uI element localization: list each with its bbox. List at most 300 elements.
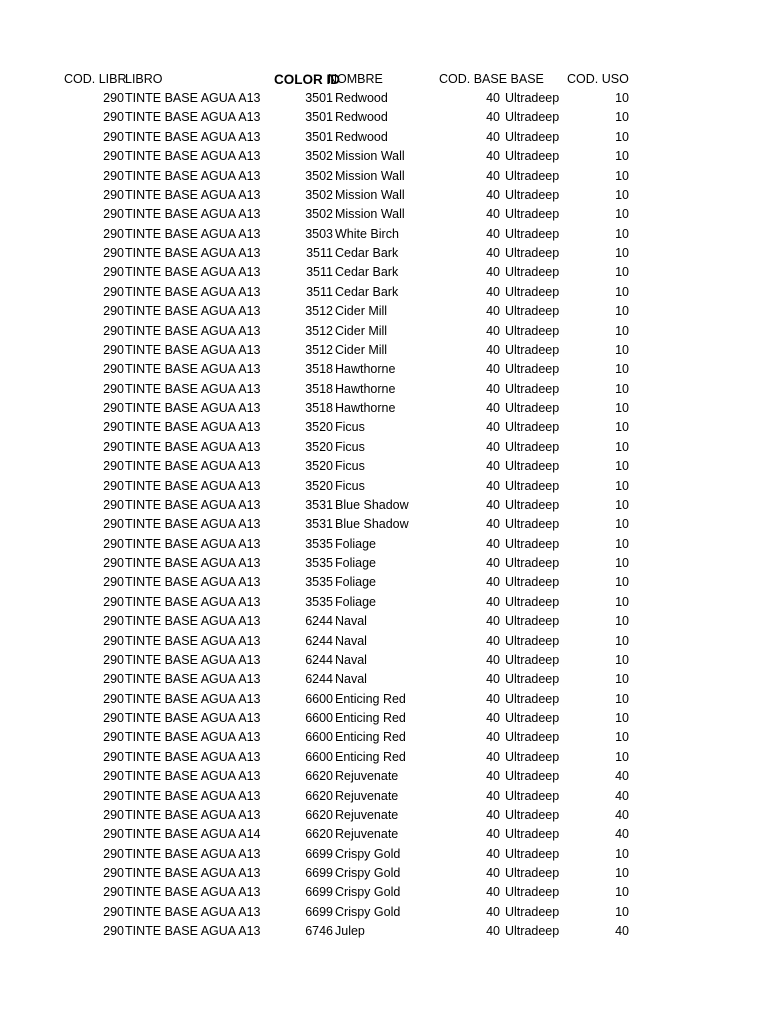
- cell-base-code: 40: [486, 478, 500, 493]
- cell-base: Ultradeep: [505, 420, 560, 435]
- cell-base: Ultradeep: [505, 885, 560, 900]
- cell-base-code: 40: [486, 362, 500, 377]
- cell-nombre: Rejuvenate: [335, 807, 399, 822]
- cell-base-code: 40: [486, 691, 500, 706]
- cell-cod-uso: 10: [615, 711, 629, 725]
- cell-cod-libr: 290: [103, 807, 124, 822]
- cell-cod-libr: 290: [103, 885, 124, 900]
- cell-nombre: Cedar Bark: [335, 284, 399, 299]
- cell-cod-libr: 290: [103, 246, 124, 260]
- cell-color-id: 6600: [305, 691, 333, 706]
- cell-color-id: 3501: [305, 110, 333, 125]
- cell-cod-uso: 10: [615, 323, 629, 338]
- cell-libro: TINTE BASE AGUA A13: [125, 517, 261, 532]
- table-row: [0, 883, 768, 902]
- cell-libro: TINTE BASE AGUA A13: [125, 168, 261, 183]
- cell-cod-libr: 290: [103, 129, 124, 144]
- table-row: [0, 302, 768, 321]
- cell-libro: TINTE BASE AGUA A13: [125, 439, 261, 454]
- table-row: [0, 283, 768, 302]
- cell-cod-libr: 290: [103, 168, 124, 183]
- cell-base-code: 40: [486, 536, 500, 551]
- cell-nombre: White Birch: [335, 226, 399, 241]
- cell-libro: TINTE BASE AGUA A13: [125, 866, 261, 880]
- cell-nombre: Enticing Red: [335, 691, 406, 706]
- cell-color-id: 3520: [305, 478, 333, 493]
- header-nombre: NOMBRE: [328, 72, 383, 86]
- table-row: [0, 535, 768, 554]
- cell-color-id: 3501: [305, 129, 333, 144]
- cell-base-code: 40: [486, 711, 500, 725]
- cell-cod-uso: 10: [615, 110, 629, 125]
- cell-base: Ultradeep: [505, 459, 560, 474]
- header-cod-base-base: COD. BASE BASE: [439, 72, 544, 86]
- cell-cod-uso: 10: [615, 304, 629, 319]
- cell-cod-uso: 10: [615, 168, 629, 183]
- cell-nombre: Redwood: [335, 110, 388, 125]
- cell-nombre: Mission Wall: [335, 168, 405, 183]
- cell-base: Ultradeep: [505, 749, 560, 764]
- cell-color-id: 3520: [305, 459, 333, 474]
- cell-base-code: 40: [486, 614, 500, 629]
- cell-base-code: 40: [486, 633, 500, 648]
- cell-cod-uso: 10: [615, 342, 629, 357]
- cell-cod-libr: 290: [103, 691, 124, 706]
- cell-cod-uso: 10: [615, 246, 629, 260]
- cell-cod-uso: 10: [615, 362, 629, 377]
- cell-base: Ultradeep: [505, 691, 560, 706]
- cell-color-id: 3512: [305, 304, 333, 319]
- cell-libro: TINTE BASE AGUA A13: [125, 129, 261, 144]
- cell-base-code: 40: [486, 110, 500, 125]
- cell-base: Ultradeep: [505, 187, 560, 202]
- table-row: [0, 457, 768, 476]
- cell-cod-libr: 290: [103, 265, 124, 280]
- table-row: [0, 612, 768, 631]
- cell-color-id: 3512: [305, 342, 333, 357]
- table-row: [0, 554, 768, 573]
- cell-libro: TINTE BASE AGUA A13: [125, 91, 261, 105]
- table-row: [0, 593, 768, 612]
- cell-base: Ultradeep: [505, 91, 560, 105]
- cell-base: Ultradeep: [505, 207, 560, 222]
- cell-nombre: Hawthorne: [335, 401, 396, 415]
- table-row: [0, 670, 768, 689]
- table-row: [0, 263, 768, 282]
- cell-nombre: Ficus: [335, 459, 365, 474]
- table-row: [0, 418, 768, 437]
- cell-base: Ultradeep: [505, 536, 560, 551]
- cell-base: Ultradeep: [505, 807, 560, 822]
- cell-cod-uso: 10: [615, 401, 629, 415]
- cell-cod-uso: 10: [615, 265, 629, 280]
- cell-cod-libr: 290: [103, 439, 124, 454]
- cell-base-code: 40: [486, 885, 500, 900]
- table-row: [0, 477, 768, 496]
- cell-base: Ultradeep: [505, 284, 560, 299]
- cell-cod-uso: 10: [615, 614, 629, 629]
- cell-base-code: 40: [486, 497, 500, 512]
- cell-libro: TINTE BASE AGUA A14: [125, 827, 261, 842]
- cell-color-id: 6620: [305, 769, 333, 784]
- cell-libro: TINTE BASE AGUA A13: [125, 730, 261, 745]
- table-row: [0, 205, 768, 224]
- cell-cod-uso: 10: [615, 478, 629, 493]
- cell-libro: TINTE BASE AGUA A13: [125, 672, 261, 687]
- cell-color-id: 6620: [305, 827, 333, 842]
- cell-libro: TINTE BASE AGUA A13: [125, 362, 261, 377]
- cell-base: Ultradeep: [505, 846, 560, 861]
- cell-cod-libr: 290: [103, 556, 124, 570]
- cell-libro: TINTE BASE AGUA A13: [125, 207, 261, 222]
- cell-color-id: 6746: [305, 924, 333, 939]
- cell-cod-libr: 290: [103, 207, 124, 222]
- cell-base: Ultradeep: [505, 866, 560, 880]
- cell-cod-libr: 290: [103, 827, 124, 842]
- table-row: [0, 825, 768, 844]
- table-row: [0, 515, 768, 534]
- cell-color-id: 3511: [306, 284, 333, 299]
- cell-nombre: Cider Mill: [335, 323, 388, 338]
- cell-nombre: Rejuvenate: [335, 827, 399, 842]
- cell-base-code: 40: [486, 517, 500, 532]
- cell-cod-uso: 10: [615, 885, 629, 900]
- cell-cod-uso: 10: [615, 536, 629, 551]
- cell-libro: TINTE BASE AGUA A13: [125, 497, 261, 512]
- cell-color-id: 3502: [305, 149, 333, 164]
- table-row: [0, 225, 768, 244]
- cell-nombre: Redwood: [335, 91, 388, 105]
- cell-cod-libr: 290: [103, 614, 124, 629]
- cell-nombre: Crispy Gold: [335, 904, 401, 919]
- cell-cod-uso: 10: [615, 633, 629, 648]
- cell-base-code: 40: [486, 652, 500, 667]
- cell-cod-uso: 10: [615, 866, 629, 880]
- cell-base-code: 40: [486, 226, 500, 241]
- cell-cod-uso: 10: [615, 594, 629, 609]
- cell-base-code: 40: [486, 459, 500, 474]
- cell-base: Ultradeep: [505, 517, 560, 532]
- table-row: [0, 147, 768, 166]
- cell-libro: TINTE BASE AGUA A13: [125, 594, 261, 609]
- cell-libro: TINTE BASE AGUA A13: [125, 459, 261, 474]
- cell-nombre: Ficus: [335, 420, 365, 435]
- table-row: [0, 806, 768, 825]
- cell-cod-libr: 290: [103, 187, 124, 202]
- table-row: [0, 322, 768, 341]
- cell-color-id: 6699: [305, 885, 333, 900]
- table-row: [0, 845, 768, 864]
- cell-cod-libr: 290: [103, 149, 124, 164]
- cell-base: Ultradeep: [505, 594, 560, 609]
- cell-nombre: Ficus: [335, 478, 365, 493]
- cell-nombre: Mission Wall: [335, 149, 405, 164]
- cell-libro: TINTE BASE AGUA A13: [125, 478, 261, 493]
- cell-nombre: Naval: [335, 633, 367, 648]
- cell-cod-uso: 10: [615, 459, 629, 474]
- cell-color-id: 6244: [305, 672, 333, 687]
- cell-cod-libr: 290: [103, 788, 124, 803]
- cell-nombre: Enticing Red: [335, 711, 406, 725]
- cell-nombre: Naval: [335, 672, 367, 687]
- header-cod-libr: COD. LIBR: [64, 72, 127, 86]
- cell-libro: TINTE BASE AGUA A13: [125, 110, 261, 125]
- cell-cod-uso: 40: [615, 827, 629, 842]
- cell-base: Ultradeep: [505, 168, 560, 183]
- cell-cod-uso: 40: [615, 788, 629, 803]
- cell-base-code: 40: [486, 401, 500, 415]
- cell-cod-uso: 10: [615, 904, 629, 919]
- cell-base-code: 40: [486, 556, 500, 570]
- cell-nombre: Hawthorne: [335, 381, 396, 396]
- table-row: [0, 573, 768, 592]
- cell-base: Ultradeep: [505, 788, 560, 803]
- cell-base: Ultradeep: [505, 478, 560, 493]
- cell-color-id: 6620: [305, 807, 333, 822]
- cell-base: Ultradeep: [505, 633, 560, 648]
- header-color-id: COLOR ID: [274, 72, 340, 87]
- cell-libro: TINTE BASE AGUA A13: [125, 187, 261, 202]
- cell-base-code: 40: [486, 129, 500, 144]
- cell-color-id: 3502: [305, 168, 333, 183]
- cell-color-id: 6244: [305, 652, 333, 667]
- cell-color-id: 6600: [305, 730, 333, 745]
- cell-libro: TINTE BASE AGUA A13: [125, 652, 261, 667]
- cell-base-code: 40: [486, 730, 500, 745]
- cell-color-id: 3511: [306, 265, 333, 280]
- cell-base-code: 40: [486, 924, 500, 939]
- cell-libro: TINTE BASE AGUA A13: [125, 807, 261, 822]
- cell-cod-uso: 10: [615, 187, 629, 202]
- header-row: [0, 70, 768, 89]
- cell-color-id: 3535: [305, 536, 333, 551]
- cell-nombre: Foliage: [335, 575, 376, 590]
- cell-cod-uso: 10: [615, 207, 629, 222]
- cell-base-code: 40: [486, 265, 500, 280]
- cell-base: Ultradeep: [505, 323, 560, 338]
- cell-nombre: Ficus: [335, 439, 365, 454]
- cell-base: Ultradeep: [505, 904, 560, 919]
- cell-nombre: Cedar Bark: [335, 246, 399, 260]
- cell-libro: TINTE BASE AGUA A13: [125, 846, 261, 861]
- cell-cod-uso: 10: [615, 556, 629, 570]
- cell-color-id: 6600: [305, 749, 333, 764]
- cell-libro: TINTE BASE AGUA A13: [125, 304, 261, 319]
- table-row: [0, 748, 768, 767]
- cell-base: Ultradeep: [505, 342, 560, 357]
- table-row: [0, 244, 768, 263]
- cell-libro: TINTE BASE AGUA A13: [125, 691, 261, 706]
- cell-cod-uso: 10: [615, 381, 629, 396]
- cell-cod-libr: 290: [103, 497, 124, 512]
- cell-nombre: Naval: [335, 652, 367, 667]
- cell-nombre: Rejuvenate: [335, 788, 399, 803]
- cell-cod-uso: 10: [615, 91, 629, 105]
- cell-base: Ultradeep: [505, 575, 560, 590]
- cell-cod-libr: 290: [103, 91, 124, 105]
- table-row: [0, 787, 768, 806]
- cell-cod-libr: 290: [103, 711, 124, 725]
- cell-libro: TINTE BASE AGUA A13: [125, 342, 261, 357]
- cell-base: Ultradeep: [505, 711, 560, 725]
- cell-base-code: 40: [486, 594, 500, 609]
- table-row: [0, 632, 768, 651]
- cell-nombre: Mission Wall: [335, 207, 405, 222]
- cell-base-code: 40: [486, 168, 500, 183]
- table-row: [0, 399, 768, 418]
- cell-nombre: Cider Mill: [335, 342, 388, 357]
- cell-base: Ultradeep: [505, 827, 560, 842]
- cell-color-id: 3518: [305, 362, 333, 377]
- cell-cod-uso: 10: [615, 575, 629, 590]
- cell-cod-libr: 290: [103, 652, 124, 667]
- cell-nombre: Naval: [335, 614, 367, 629]
- cell-libro: TINTE BASE AGUA A13: [125, 323, 261, 338]
- cell-color-id: 3501: [305, 91, 333, 105]
- cell-base-code: 40: [486, 866, 500, 880]
- cell-libro: TINTE BASE AGUA A13: [125, 788, 261, 803]
- table-row: [0, 767, 768, 786]
- cell-base-code: 40: [486, 420, 500, 435]
- cell-base: Ultradeep: [505, 304, 560, 319]
- cell-cod-libr: 290: [103, 381, 124, 396]
- cell-libro: TINTE BASE AGUA A13: [125, 885, 261, 900]
- cell-base-code: 40: [486, 769, 500, 784]
- cell-libro: TINTE BASE AGUA A13: [125, 633, 261, 648]
- cell-color-id: 3535: [305, 556, 333, 570]
- cell-color-id: 3520: [305, 420, 333, 435]
- cell-base: Ultradeep: [505, 110, 560, 125]
- cell-cod-libr: 290: [103, 284, 124, 299]
- cell-libro: TINTE BASE AGUA A13: [125, 711, 261, 725]
- cell-base: Ultradeep: [505, 497, 560, 512]
- cell-cod-uso: 10: [615, 652, 629, 667]
- cell-cod-libr: 290: [103, 401, 124, 415]
- cell-color-id: 3531: [305, 517, 333, 532]
- table-body: [0, 89, 768, 942]
- cell-base-code: 40: [486, 284, 500, 299]
- cell-cod-libr: 290: [103, 362, 124, 377]
- cell-base-code: 40: [486, 827, 500, 842]
- cell-cod-libr: 290: [103, 749, 124, 764]
- cell-color-id: 3535: [305, 594, 333, 609]
- cell-libro: TINTE BASE AGUA A13: [125, 924, 261, 939]
- cell-libro: TINTE BASE AGUA A13: [125, 226, 261, 241]
- cell-nombre: Blue Shadow: [335, 517, 409, 532]
- cell-nombre: Foliage: [335, 594, 376, 609]
- cell-libro: TINTE BASE AGUA A13: [125, 536, 261, 551]
- table-row: [0, 903, 768, 922]
- cell-cod-libr: 290: [103, 342, 124, 357]
- cell-base-code: 40: [486, 323, 500, 338]
- table-row: [0, 496, 768, 515]
- cell-base-code: 40: [486, 846, 500, 861]
- cell-base-code: 40: [486, 575, 500, 590]
- cell-nombre: Foliage: [335, 536, 376, 551]
- table-row: [0, 690, 768, 709]
- cell-color-id: 3535: [305, 575, 333, 590]
- cell-color-id: 6244: [305, 633, 333, 648]
- table-row: [0, 360, 768, 379]
- table-row: [0, 864, 768, 883]
- table-row: [0, 709, 768, 728]
- cell-base-code: 40: [486, 439, 500, 454]
- cell-cod-uso: 10: [615, 284, 629, 299]
- cell-cod-libr: 290: [103, 517, 124, 532]
- cell-cod-libr: 290: [103, 904, 124, 919]
- cell-base-code: 40: [486, 342, 500, 357]
- table-row: [0, 380, 768, 399]
- cell-base: Ultradeep: [505, 149, 560, 164]
- cell-base-code: 40: [486, 246, 500, 260]
- cell-base: Ultradeep: [505, 401, 560, 415]
- cell-cod-uso: 40: [615, 769, 629, 784]
- cell-cod-uso: 10: [615, 749, 629, 764]
- cell-libro: TINTE BASE AGUA A13: [125, 381, 261, 396]
- cell-cod-uso: 10: [615, 226, 629, 241]
- cell-base: Ultradeep: [505, 652, 560, 667]
- table-row: [0, 128, 768, 147]
- cell-libro: TINTE BASE AGUA A13: [125, 904, 261, 919]
- cell-cod-libr: 290: [103, 304, 124, 319]
- cell-color-id: 6699: [305, 904, 333, 919]
- cell-color-id: 3531: [305, 497, 333, 512]
- cell-color-id: 6620: [305, 788, 333, 803]
- cell-cod-libr: 290: [103, 110, 124, 125]
- cell-nombre: Foliage: [335, 556, 376, 570]
- cell-color-id: 3518: [305, 381, 333, 396]
- cell-base: Ultradeep: [505, 246, 560, 260]
- header-libro: LIBRO: [125, 72, 163, 86]
- cell-color-id: 3511: [306, 246, 333, 260]
- cell-base: Ultradeep: [505, 226, 560, 241]
- cell-nombre: Enticing Red: [335, 730, 406, 745]
- cell-cod-libr: 290: [103, 672, 124, 687]
- cell-cod-uso: 10: [615, 149, 629, 164]
- cell-base: Ultradeep: [505, 730, 560, 745]
- cell-color-id: 6699: [305, 866, 333, 880]
- cell-color-id: 6600: [305, 711, 333, 725]
- cell-color-id: 3502: [305, 207, 333, 222]
- cell-cod-uso: 10: [615, 129, 629, 144]
- cell-cod-libr: 290: [103, 478, 124, 493]
- cell-base-code: 40: [486, 91, 500, 105]
- cell-nombre: Blue Shadow: [335, 497, 409, 512]
- cell-cod-uso: 10: [615, 420, 629, 435]
- table-row: [0, 651, 768, 670]
- cell-cod-uso: 40: [615, 924, 629, 939]
- cell-base-code: 40: [486, 788, 500, 803]
- cell-cod-libr: 290: [103, 730, 124, 745]
- cell-base: Ultradeep: [505, 129, 560, 144]
- cell-cod-libr: 290: [103, 459, 124, 474]
- table-row: [0, 438, 768, 457]
- cell-cod-libr: 290: [103, 420, 124, 435]
- cell-libro: TINTE BASE AGUA A13: [125, 420, 261, 435]
- cell-nombre: Mission Wall: [335, 187, 405, 202]
- cell-color-id: 3520: [305, 439, 333, 454]
- cell-base-code: 40: [486, 304, 500, 319]
- cell-cod-uso: 10: [615, 672, 629, 687]
- table-row: [0, 167, 768, 186]
- cell-libro: TINTE BASE AGUA A13: [125, 401, 261, 415]
- cell-base-code: 40: [486, 672, 500, 687]
- cell-cod-libr: 290: [103, 846, 124, 861]
- cell-cod-uso: 10: [615, 517, 629, 532]
- cell-nombre: Rejuvenate: [335, 769, 399, 784]
- cell-libro: TINTE BASE AGUA A13: [125, 556, 261, 570]
- cell-cod-libr: 290: [103, 769, 124, 784]
